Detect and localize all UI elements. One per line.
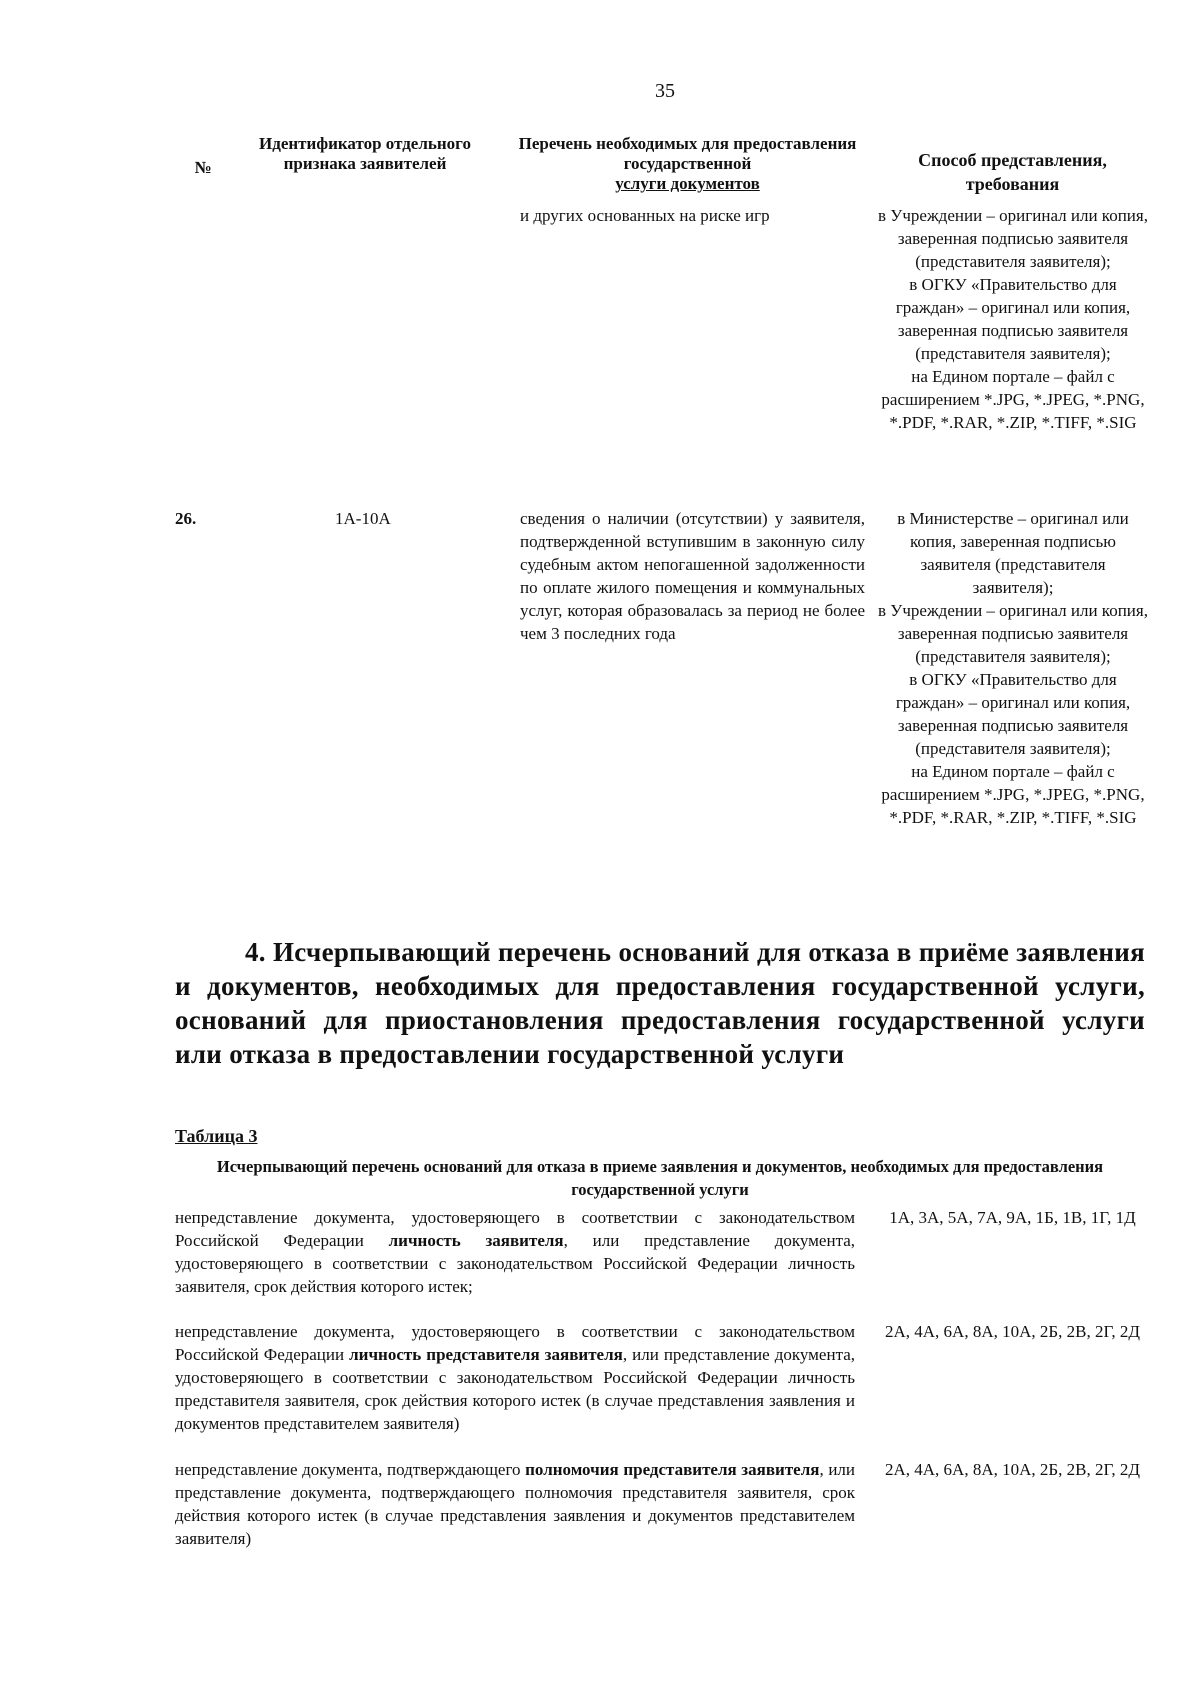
header-method: Способ представления, требования	[918, 150, 1107, 194]
section-heading: 4. Исчерпывающий перечень оснований для отказа в приёме заявления и документов, необходимых для предоставления государственной услуги, оснований для приостановления предоставления государственной услуги или отказа в предоставлении государственной услуги	[175, 937, 1145, 1069]
table3-row-2-text-part2: , или представление документа, удостоверяющего в соответствии с законодательством Российской Федерации личность представителя заявителя, срок действия которого истек (в случае представления заявления и документов представителем заявителя)	[175, 1345, 855, 1433]
table3-row-1-bold: личность заявителя	[388, 1231, 564, 1250]
table3-row-2-bold: личность представителя заявителя	[349, 1345, 623, 1364]
table3-row-3-codes: 2А, 4А, 6А, 8А, 10А, 2Б, 2В, 2Г, 2Д	[885, 1460, 1140, 1479]
row-26-method: в Министерстве – оригинал или копия, заверенная подписью заявителя (представителя заявителя); в Учреждении – оригинал или копия, заверенная подписью заявителя (представителя заявителя); в ОГКУ «Правительство для граждан» – оригинал или копия, заверенная подписью заявителя (представителя заявителя); на Едином портале – файл с расширением *.JPG, *.JPEG, *.PNG, *.PDF, *.RAR, *.ZIP, *.TIFF, *.SIG	[878, 509, 1148, 827]
row-26-identifier: 1А-10А	[335, 509, 391, 528]
table3-row-3-text-part1: непредставление документа, подтверждающего	[175, 1460, 526, 1479]
table-header	[0, 134, 1200, 198]
header-document-list-part2: услуги документов	[615, 174, 760, 193]
table3-row-3-text-part2: , или представление документа, подтверждающего полномочия представителя заявителя, срок действия которого истек (в случае представления заявления и документов представителем заявителя)	[175, 1460, 855, 1548]
table3-row-1-text-part2: , или представление документа, удостоверяющего в соответствии с законодательством Российской Федерации личность заявителя, срок действия которого истек;	[175, 1231, 855, 1296]
row-continuation-document: и других основанных на риске игр	[520, 206, 770, 225]
table3-row-2-text-part1: непредставление документа, удостоверяющего в соответствии с законодательством Российской Федерации	[175, 1322, 855, 1364]
table3-caption: Исчерпывающий перечень оснований для отказа в приеме заявления и документов, необходимых для предоставления государственной услуги	[216, 1157, 1104, 1199]
table3-row-1-codes: 1А, 3А, 5А, 7А, 9А, 1Б, 1В, 1Г, 1Д	[889, 1208, 1136, 1227]
row-26-document: сведения о наличии (отсутствии) у заявителя, подтвержденной вступившим в законную силу судебным актом непогашенной задолженности по оплате жилого помещения и коммунальных услуг, которая образовалась за период не более чем 3 последних года	[520, 509, 865, 643]
table3-row-2-text	[175, 1320, 855, 1435]
table3-row-1-text	[175, 1206, 855, 1298]
row-continuation-method: в Учреждении – оригинал или копия, заверенная подписью заявителя (представителя заявителя); в ОГКУ «Правительство для граждан» – оригинал или копия, заверенная подписью заявителя (представителя заявителя); на Едином портале – файл с расширением *.JPG, *.JPEG, *.PNG, *.PDF, *.RAR, *.ZIP, *.TIFF, *.SIG	[878, 206, 1148, 432]
table3-row-3-text	[175, 1458, 855, 1550]
header-document-list-part1: Перечень необходимых для предоставления государственной	[518, 134, 857, 173]
header-document-list	[515, 134, 860, 194]
header-identifier: Идентификатор отдельного признака заявителей	[259, 134, 471, 173]
table3-row-2-codes: 2А, 4А, 6А, 8А, 10А, 2Б, 2В, 2Г, 2Д	[885, 1322, 1140, 1341]
table3-label-text: Таблица 3	[175, 1126, 258, 1146]
header-number: №	[194, 158, 212, 177]
table3-label	[175, 1126, 257, 1147]
row-26-number: 26.	[175, 509, 197, 528]
page-number: 35	[655, 80, 675, 102]
table3-row-3-bold: полномочия представителя заявителя	[525, 1460, 820, 1479]
table3-row-1-text-part1: непредставление документа, удостоверяющего в соответствии с законодательством Российской Федерации	[175, 1208, 855, 1250]
